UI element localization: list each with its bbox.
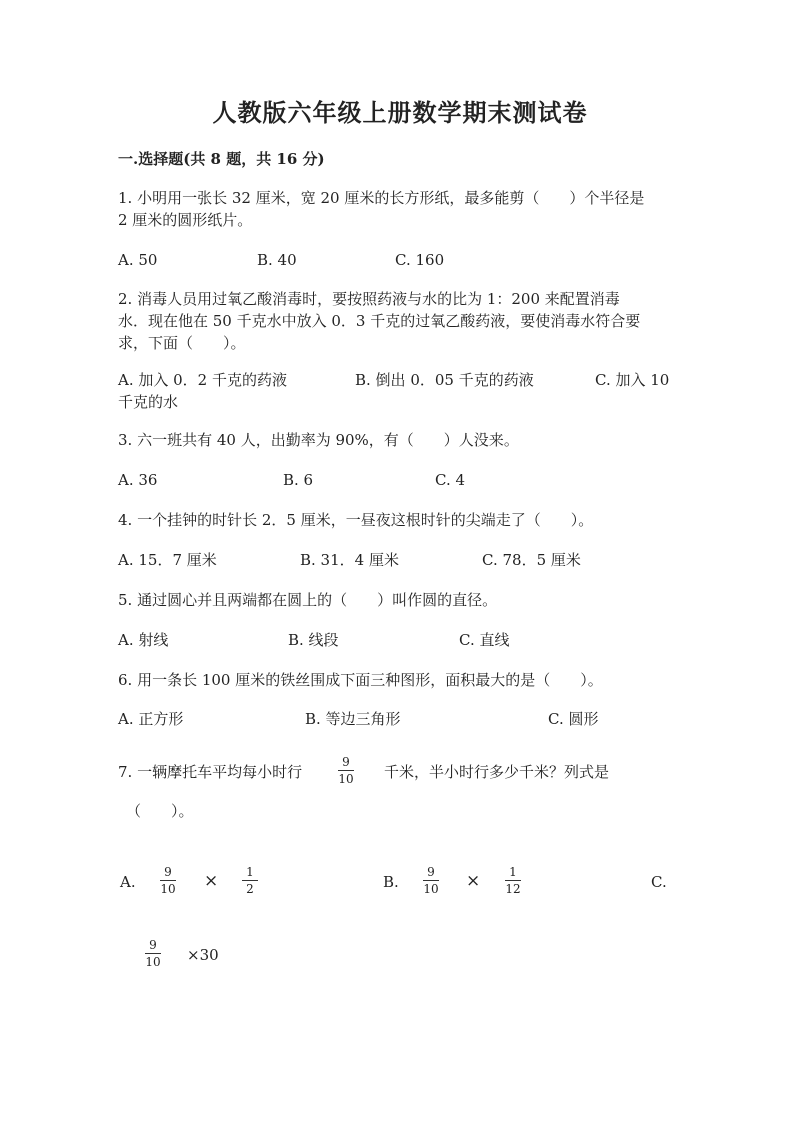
question-1-text-cont: 2 厘米的圆形纸片。 bbox=[118, 211, 253, 229]
fraction-denominator: 10 bbox=[423, 882, 439, 896]
fraction-denominator: 10 bbox=[160, 882, 176, 896]
option-c[interactable]: C. 78．5 厘米 bbox=[482, 551, 581, 569]
question-1-text: 1. 小明用一张长 32 厘米，宽 20 厘米的长方形纸，最多能剪（ ）个半径是 bbox=[118, 189, 645, 207]
question-7-text-end: （ ）。 bbox=[126, 802, 194, 820]
fraction-bar bbox=[505, 880, 521, 881]
option-c[interactable]: C. 圆形 bbox=[548, 710, 599, 728]
fraction bbox=[242, 865, 258, 896]
fraction-denominator: 12 bbox=[505, 882, 521, 896]
fraction-denominator: 2 bbox=[246, 882, 254, 896]
fraction-numerator: 1 bbox=[246, 865, 254, 879]
question-6-text: 6. 用一条长 100 厘米的铁丝围成下面三种图形，面积最大的是（ ）。 bbox=[118, 671, 603, 689]
option-b[interactable]: B. 6 bbox=[283, 471, 314, 489]
option-c[interactable]: C. 加入 10 bbox=[595, 371, 670, 389]
question-3-text: 3. 六一班共有 40 人，出勤率为 90%，有（ ）人没来。 bbox=[118, 431, 519, 449]
option-b[interactable]: B. 31．4 厘米 bbox=[300, 551, 399, 569]
fraction bbox=[505, 865, 521, 896]
question-7-text: 7. 一辆摩托车平均每小时行 bbox=[118, 763, 303, 781]
option-c-expression: ×30 bbox=[187, 946, 219, 964]
option-b-label: B. bbox=[383, 873, 399, 891]
option-c[interactable]: C. 直线 bbox=[459, 631, 510, 649]
option-c-cont: 千克的水 bbox=[118, 393, 179, 411]
option-c-label: C. bbox=[651, 873, 667, 891]
question-5-text: 5. 通过圆心并且两端都在圆上的（ ）叫作圆的直径。 bbox=[118, 591, 498, 609]
times-sign: × bbox=[466, 871, 481, 891]
option-b[interactable]: B. 倒出 0．05 千克的药液 bbox=[355, 371, 534, 389]
option-c[interactable]: C. 4 bbox=[435, 471, 466, 489]
fraction bbox=[338, 755, 354, 786]
times-sign: × bbox=[204, 871, 219, 891]
fraction-numerator: 9 bbox=[164, 865, 172, 879]
fraction-denominator: 10 bbox=[338, 772, 354, 786]
fraction bbox=[145, 938, 161, 969]
option-a[interactable]: A. 加入 0．2 千克的药液 bbox=[118, 371, 287, 389]
option-a[interactable]: A. 50 bbox=[118, 251, 158, 269]
question-4-text: 4. 一个挂钟的时针长 2．5 厘米，一昼夜这根时针的尖端走了（ ）。 bbox=[118, 511, 594, 529]
fraction bbox=[160, 865, 176, 896]
option-a[interactable]: A. 36 bbox=[118, 471, 158, 489]
option-c[interactable]: C. 160 bbox=[395, 251, 445, 269]
fraction-numerator: 9 bbox=[149, 938, 157, 952]
page-title: 人教版六年级上册数学期末测试卷 bbox=[212, 98, 588, 127]
question-2-text-cont: 水．现在他在 50 千克水中放入 0．3 千克的过氧乙酸药液，要使消毒水符合要 bbox=[118, 312, 641, 330]
fraction-numerator: 9 bbox=[427, 865, 435, 879]
question-2-text-end: 求，下面（ ）。 bbox=[118, 334, 246, 352]
section-heading: 一.选择题(共 8 题，共 16 分) bbox=[118, 150, 325, 168]
option-a[interactable]: A. 射线 bbox=[118, 631, 169, 649]
option-b[interactable]: B. 40 bbox=[257, 251, 297, 269]
fraction-numerator: 1 bbox=[509, 865, 517, 879]
fraction-denominator: 10 bbox=[145, 955, 161, 969]
fraction-bar bbox=[160, 880, 176, 881]
option-a[interactable]: A. 正方形 bbox=[118, 710, 184, 728]
option-b[interactable]: B. 线段 bbox=[288, 631, 339, 649]
option-b[interactable]: B. 等边三角形 bbox=[305, 710, 401, 728]
option-a[interactable]: A. 15．7 厘米 bbox=[118, 551, 217, 569]
question-7-text-post: 千米，半小时行多少千米？列式是 bbox=[384, 763, 610, 781]
fraction-bar bbox=[145, 953, 161, 954]
fraction bbox=[423, 865, 439, 896]
fraction-bar bbox=[423, 880, 439, 881]
fraction-bar bbox=[242, 880, 258, 881]
fraction-numerator: 9 bbox=[342, 755, 350, 769]
question-2-text: 2. 消毒人员用过氧乙酸消毒时，要按照药液与水的比为 1：200 来配置消毒 bbox=[118, 290, 620, 308]
fraction-bar bbox=[338, 770, 354, 771]
option-a-label: A. bbox=[120, 873, 136, 891]
